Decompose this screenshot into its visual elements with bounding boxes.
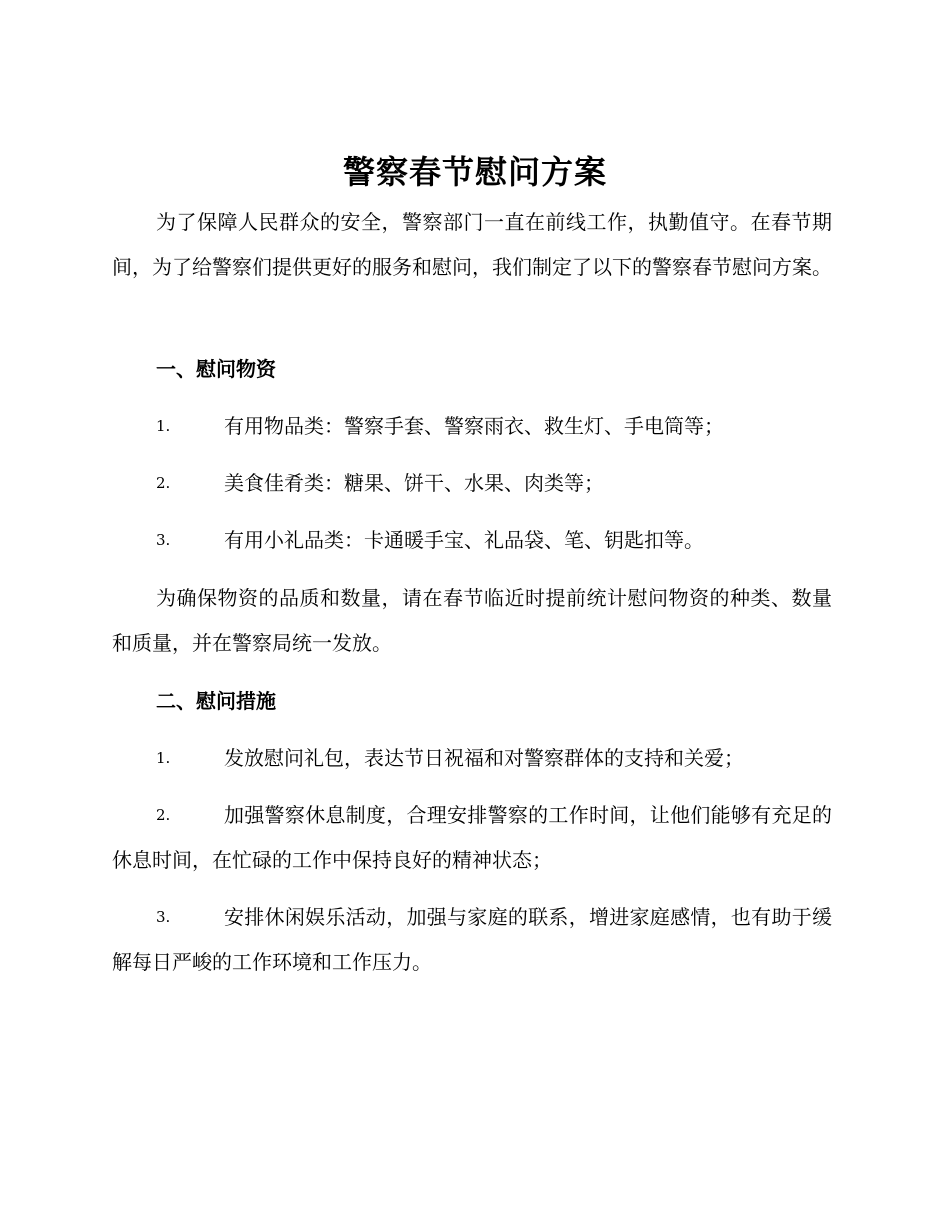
list-item-text: 美食佳肴类：糖果、饼干、水果、肉类等； (224, 471, 604, 495)
list-item-number: 3. (156, 531, 171, 549)
measures-list-item (112, 736, 832, 781)
list-item-text: 发放慰问礼包，表达节日祝福和对警察群体的支持和关爱； (224, 746, 744, 770)
list-item-number: 1. (156, 417, 171, 435)
list-item-text: 有用物品类：警察手套、警察雨衣、救生灯、手电筒等； (224, 414, 724, 438)
list-item-number: 3. (156, 908, 171, 926)
list-item-text: 有用小礼品类：卡通暖手宝、礼品袋、笔、钥匙扣等。 (224, 528, 704, 552)
list-item-number: 2. (156, 474, 171, 492)
supplies-note-paragraph: 为确保物资的品质和数量，请在春节临近时提前统计慰问物资的种类、数量和质量，并在警察局统一发放。 (112, 586, 832, 655)
list-item-text: 加强警察休息制度，合理安排警察的工作时间，让他们能够有充足的休息时间，在忙碌的工作中保持良好的精神状态； (112, 803, 832, 872)
document-title: 警察春节慰问方案 (342, 153, 607, 191)
list-item-number: 2. (156, 806, 171, 824)
list-item-number: 1. (156, 749, 171, 767)
list-item-text: 安排休闲娱乐活动，加强与家庭的联系，增进家庭感情，也有助于缓解每日严峻的工作环境和工作压力。 (112, 905, 832, 974)
supplies-list-item (112, 518, 832, 563)
intro-paragraph: 为了保障人民群众的安全，警察部门一直在前线工作，执勤值守。在春节期间，为了给警察们提供更好的服务和慰问，我们制定了以下的警察春节慰问方案。 (112, 210, 832, 279)
supplies-list-item (112, 404, 832, 449)
section-heading-measures: 二、慰问措施 (156, 689, 276, 713)
supplies-list-item (112, 461, 832, 506)
measures-list-item (112, 793, 832, 883)
measures-list-item (112, 895, 832, 985)
section-heading-supplies: 一、慰问物资 (156, 357, 276, 381)
